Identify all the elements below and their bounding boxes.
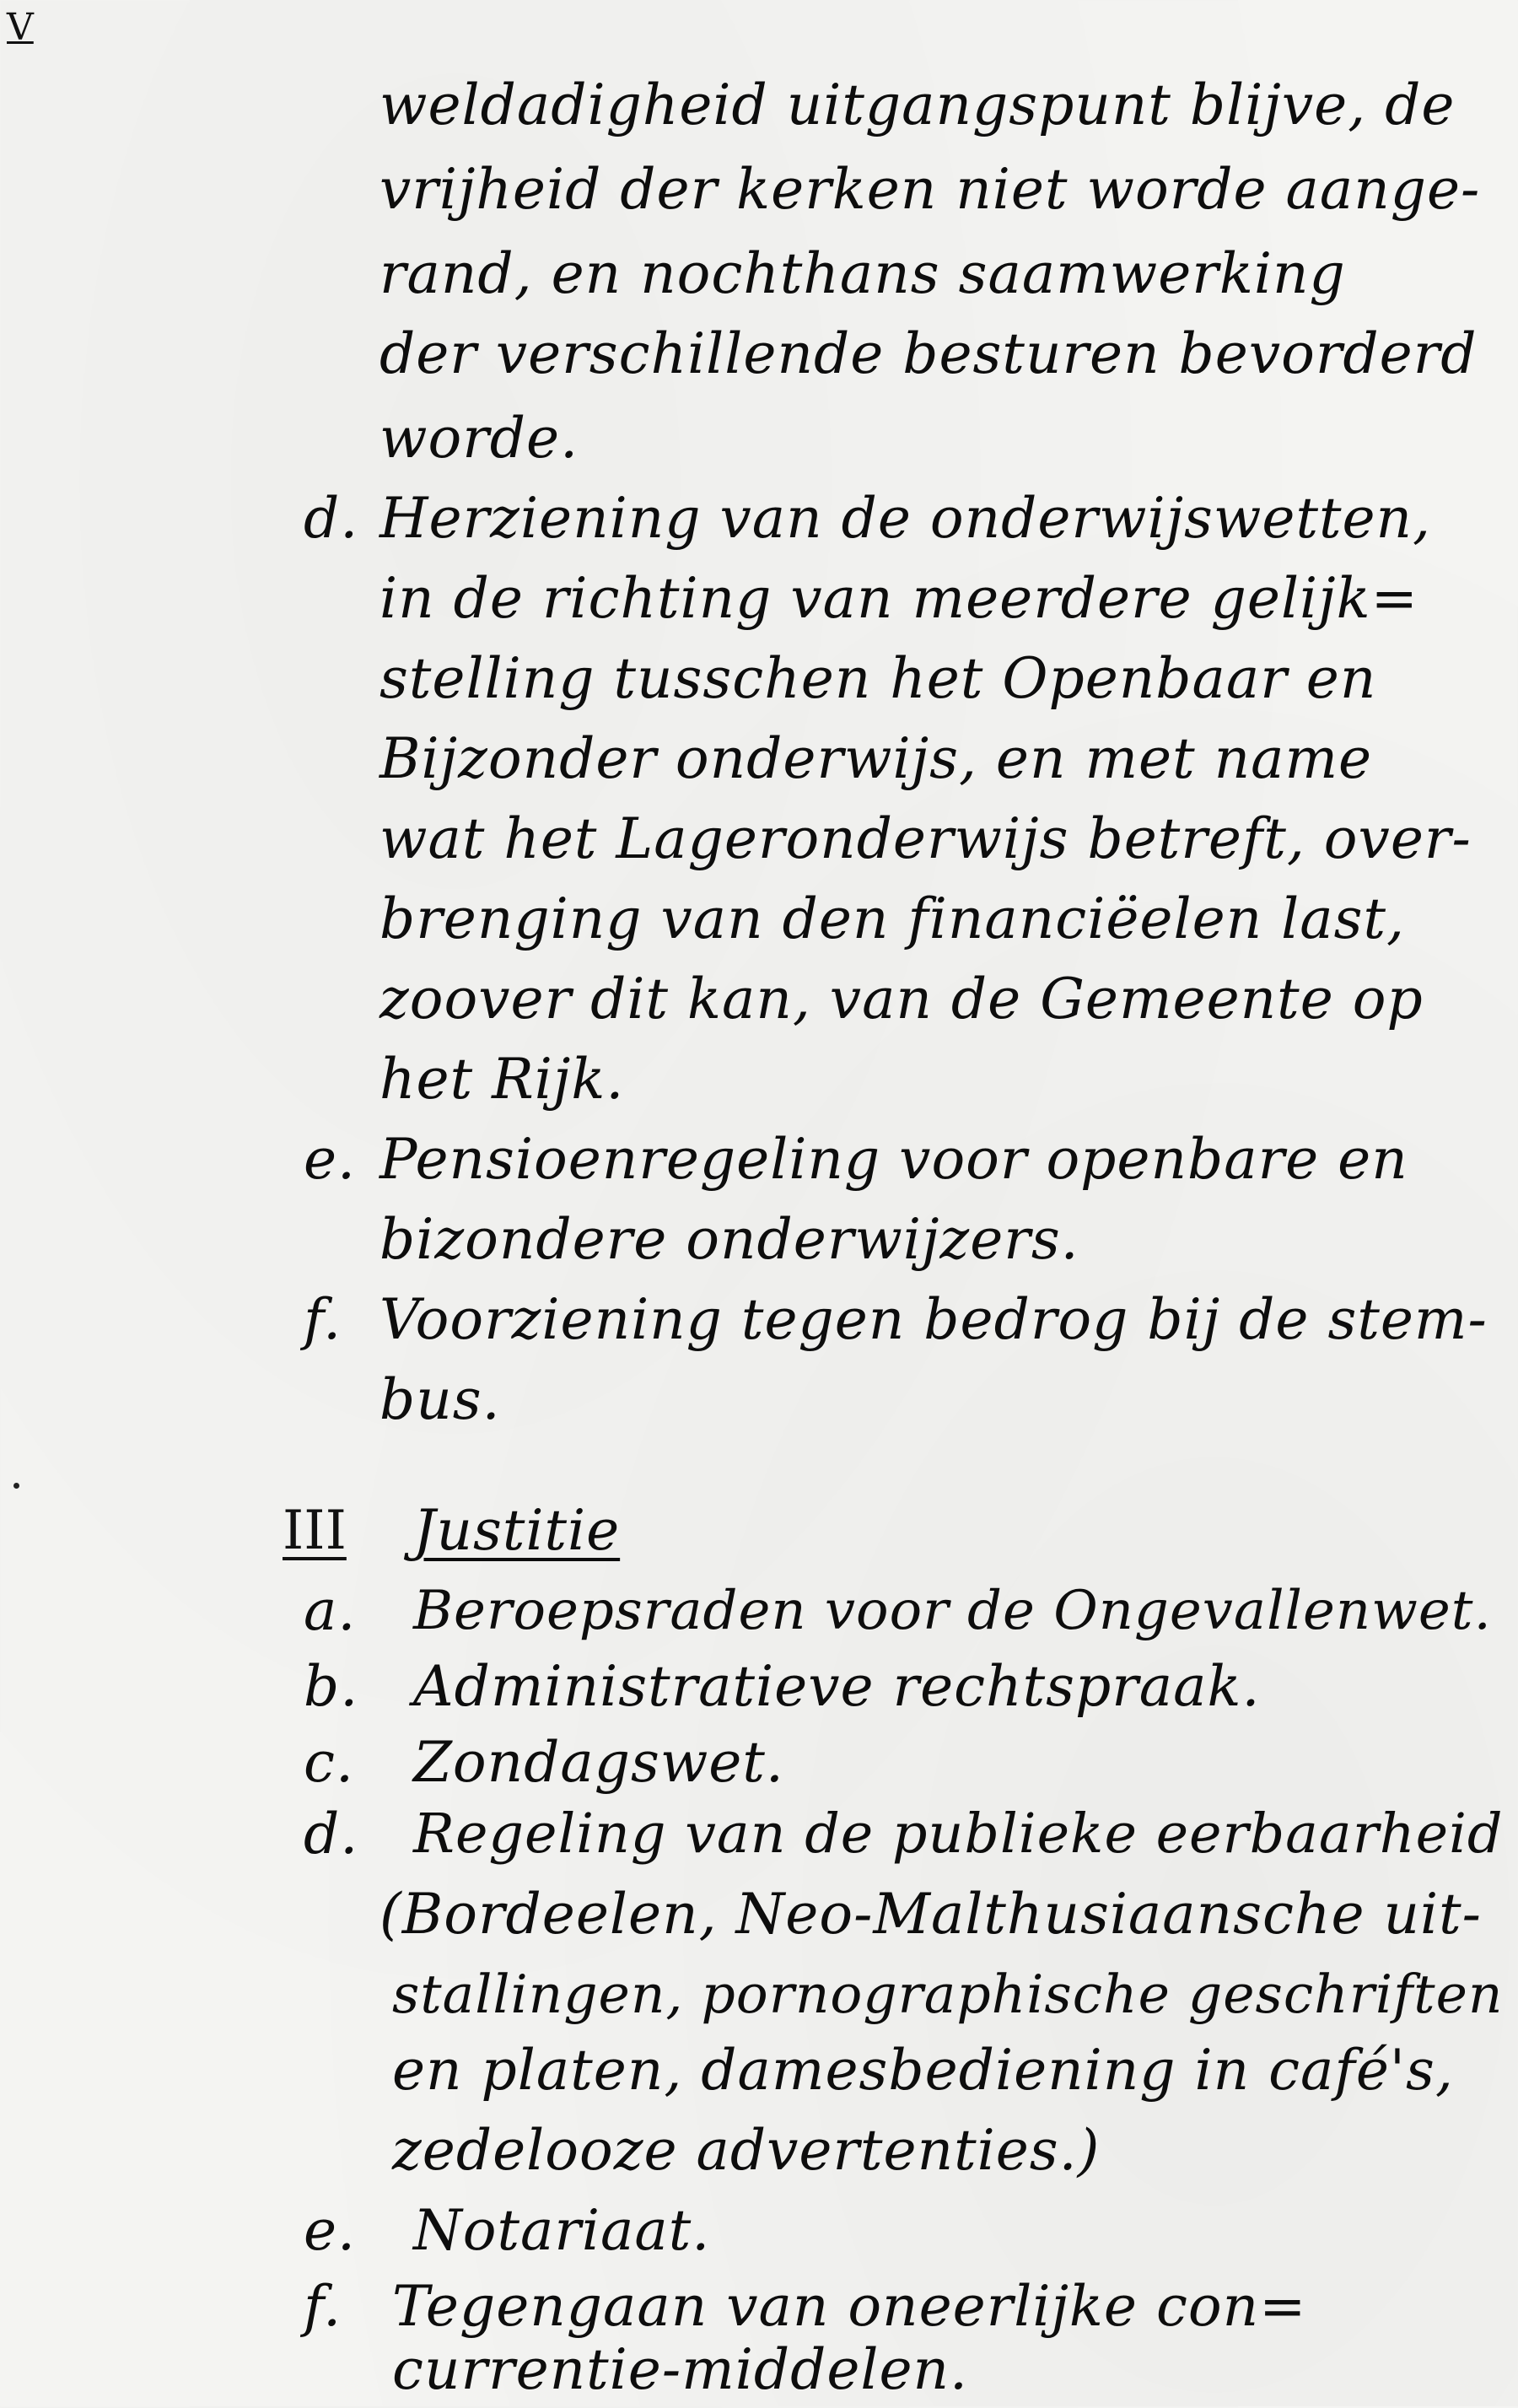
item-letter: d. [304,1802,359,1867]
text-line: en platen, damesbediening in café's, [392,2038,1454,2103]
text-line: der verschillende besturen bevorderd [380,321,1478,386]
text-line: stelling tusschen het Openbaar en [380,646,1377,711]
text-line: zedelooze advertenties.) [392,2118,1101,2183]
text-line: Notariaat. [413,2198,711,2263]
section-title: Justitie [413,1498,621,1563]
ink-dot [13,1483,19,1489]
item-letter: c. [304,1730,354,1795]
text-line: worde. [380,406,579,471]
text-line: Pensioenregeling voor openbare en [380,1127,1408,1192]
item-letter: f. [304,1287,342,1352]
text-line: Bijzonder onderwijs, en met name [380,726,1373,791]
text-line: stallingen, pornographische geschriften [392,1964,1504,2025]
text-line: rand, en nochthans saamwerking [380,241,1346,306]
text-line: brenging van den financiëelen last, [380,886,1405,951]
text-line: Voorziening tegen bedrog bij de stem- [380,1287,1488,1352]
text-line: Tegengaan van oneerlijke con= [392,2274,1307,2339]
item-letter: f. [304,2274,342,2339]
text-line: currentie-middelen. [392,2337,969,2402]
text-line: bus. [380,1367,501,1432]
text-line: Administratieve rechtspraak. [413,1654,1261,1719]
text-line: Herziening van de onderwijswetten, [380,486,1432,551]
item-letter: d. [304,486,359,551]
item-letter: a. [304,1578,357,1643]
text-line: (Bordeelen, Neo-Malthusiaansche uit- [380,1882,1482,1947]
item-letter: e. [304,1127,357,1192]
text-line: het Rijk. [380,1047,625,1112]
text-line: in de richting van meerdere gelijk= [380,566,1418,631]
item-letter: b. [304,1654,359,1719]
text-line: Regeling van de publieke eerbaarheid [413,1802,1504,1866]
section-numeral: III [283,1500,347,1562]
item-letter: e. [304,2198,357,2263]
text-line: zoover dit kan, van de Gemeente op [380,967,1424,1032]
text-line: wat het Lageronderwijs betreft, over- [380,806,1472,871]
text-line: weldadigheid uitgangspunt blijve, de [380,73,1456,137]
text-line: Beroepsraden voor de Ongevallenwet. [413,1580,1492,1642]
text-line: Zondagswet. [413,1730,784,1795]
page-marker: V [7,6,34,49]
text-line: vrijheid der kerken niet worde aange- [380,157,1481,222]
text-line: bizondere onderwijzers. [380,1207,1079,1272]
